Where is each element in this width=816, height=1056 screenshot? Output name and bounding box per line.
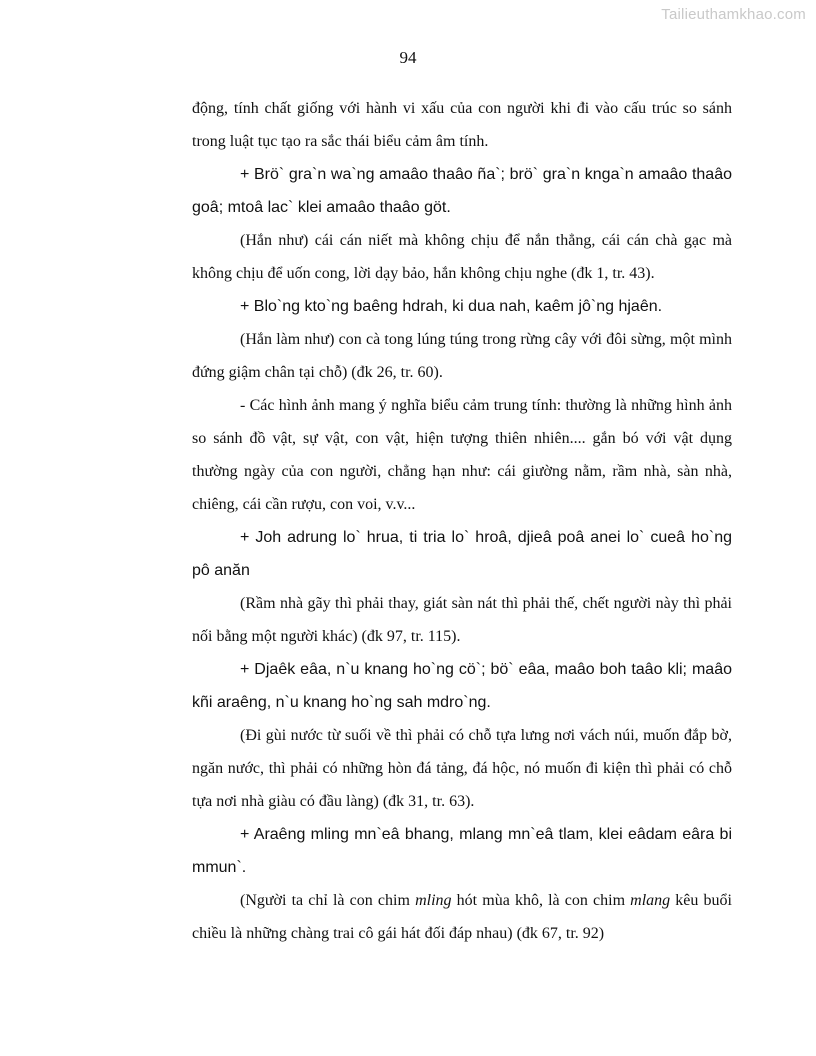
text-run: kêu buổi chiều là những chàng trai cô gái hát đối đáp nhau) (đk 67, tr. 92) <box>192 892 732 942</box>
emphasis-term: mling <box>415 892 452 909</box>
translation-paragraph: (Hắn như) cái cán niết mà không chịu để nắn thẳng, cái cán chà gạc mà không chịu để uốn cong, lời dạy bảo, hắn không chịu nghe (đk 1, tr. 43). <box>192 232 732 282</box>
ethnic-quote: + Blo`ng kto`ng baêng hdrah, ki dua nah, kaêm jô`ng hjaên. <box>240 298 663 315</box>
emphasis-term: mlang <box>630 892 671 909</box>
page-number: 94 <box>399 48 417 67</box>
ethnic-quote: + Joh adrung lo` hrua, ti tria lo` hroâ, djieâ poâ anei lo` cueâ ho`ng pô anăn <box>192 529 732 579</box>
paragraph-continuation: động, tính chất giống với hành vi xấu của con người khi đi vào cấu trúc so sánh trong luật tục tạo ra sắc thái biểu cảm âm tính. <box>192 100 732 150</box>
text-run: hót mùa khô, là con chim <box>451 892 631 909</box>
ethnic-quote: + Djaêk eâa, n`u knang ho`ng cö`; bö` eâa, maâo boh taâo kli; maâo kñi araêng, n`u knang ho`ng sah mdro`ng. <box>192 661 732 711</box>
document-body <box>192 92 732 950</box>
ethnic-quote: + Brö` gra`n wa`ng amaâo thaâo ña`; brö` gra`n knga`n amaâo thaâo goâ; mtoâ lac` klei amaâo thaâo göt. <box>192 166 732 216</box>
translation-paragraph: (Đi gùi nước từ suối về thì phải có chỗ tựa lưng nơi vách núi, muốn đắp bờ, ngăn nước, thì phải có những hòn đá tảng, đá hộc, nó muốn đi kiện thì phải có chỗ tựa nơi nhà giàu có đầu làng) (đk 31, tr. 63). <box>192 727 732 810</box>
body-paragraph: - Các hình ảnh mang ý nghĩa biểu cảm trung tính: thường là những hình ảnh so sánh đồ vật, sự vật, con vật, hiện tượng thiên nhiên.... gắn bó với vật dụng thường ngày của con người, chẳng hạn như: cái giường nằm, rầm nhà, sàn nhà, chiêng, cái cần rượu, con voi, v.v... <box>192 397 732 513</box>
ethnic-quote: + Araêng mling mn`eâ bhang, mlang mn`eâ tlam, klei eâdam eâra bi mmun`. <box>192 826 732 876</box>
translation-paragraph <box>192 884 732 950</box>
watermark-text: Tailieuthamkhao.com <box>661 6 806 23</box>
text-run: (Người ta chỉ là con chim <box>240 892 416 909</box>
translation-paragraph: (Rầm nhà gãy thì phải thay, giát sàn nát thì phải thế, chết người này thì phải nối bằng một người khác) (đk 97, tr. 115). <box>192 595 732 645</box>
translation-paragraph: (Hắn làm như) con cà tong lúng túng trong rừng cây với đôi sừng, một mình đứng giậm chân tại chỗ) (đk 26, tr. 60). <box>192 331 732 381</box>
